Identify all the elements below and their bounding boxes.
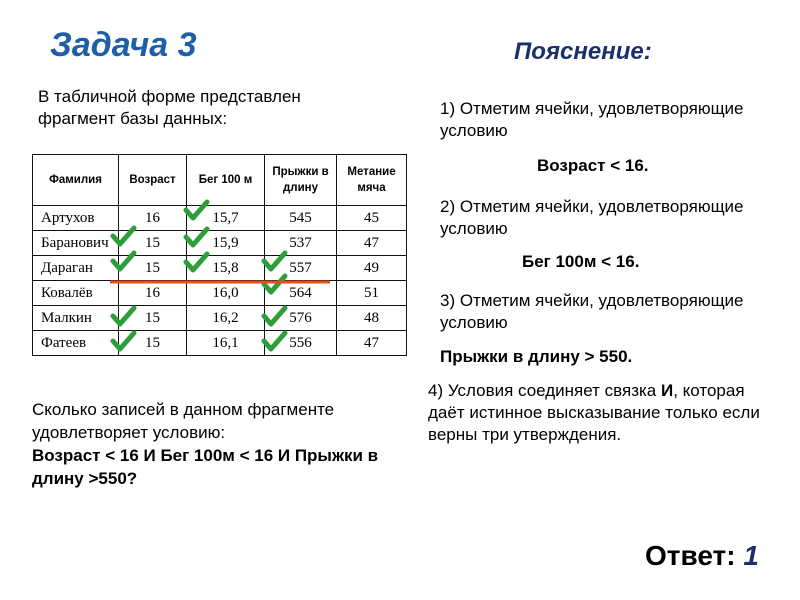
header-surname: Фамилия [33, 155, 119, 206]
cell-age: 15 [119, 231, 187, 256]
slide-title: Задача 3 [50, 26, 197, 64]
header-age: Возраст [119, 155, 187, 206]
step-3-condition: Прыжки в длину > 550. [440, 347, 633, 366]
answer-label: Ответ: [645, 540, 736, 571]
cell-throw: 48 [337, 306, 407, 331]
cell-surname: Ковалёв [33, 281, 119, 306]
cell-jump: 556 [265, 331, 337, 356]
cell-age: 15 [119, 256, 187, 281]
step-1-text: 1) Отметим ячейки, удовлетворяющие условию [440, 99, 744, 140]
step-3-text: 3) Отметим ячейки, удовлетворяющие условию [440, 291, 744, 332]
cell-throw: 49 [337, 256, 407, 281]
intro-text: В табличной форме представлен фрагмент базы данных: [38, 87, 301, 128]
step-2-condition: Бег 100м < 16. [522, 252, 640, 271]
cell-age: 16 [119, 206, 187, 231]
cell-run: 15,9 [187, 231, 265, 256]
cell-surname: Дараган [33, 256, 119, 281]
answer-value: 1 [743, 540, 759, 571]
cell-age: 15 [119, 331, 187, 356]
step-1-condition: Возраст < 16. [537, 156, 649, 175]
cell-run: 15,8 [187, 256, 265, 281]
step-4 [428, 380, 773, 446]
cell-jump: 545 [265, 206, 337, 231]
step-4-conjunction: И [661, 381, 674, 400]
step-2 [440, 196, 770, 271]
table-row [33, 231, 407, 256]
cell-run: 15,7 [187, 206, 265, 231]
cell-jump: 564 [265, 281, 337, 306]
cell-surname: Артухов [33, 206, 119, 231]
table-row [33, 256, 407, 281]
table-header-row [33, 155, 407, 206]
cell-jump: 557 [265, 256, 337, 281]
table-row [33, 331, 407, 356]
cell-throw: 51 [337, 281, 407, 306]
step-1 [440, 98, 770, 175]
table-row [33, 206, 407, 231]
cell-surname: Малкин [33, 306, 119, 331]
cell-surname: Баранович [33, 231, 119, 256]
header-run: Бег 100 м [187, 155, 265, 206]
step-3 [440, 290, 770, 366]
question-condition: Возраст < 16 И Бег 100м < 16 И Прыжки в длину >550? [32, 446, 379, 488]
cell-run: 16,1 [187, 331, 265, 356]
step-4-text-start: 4) Условия соединяет связка [428, 381, 661, 400]
cell-jump: 537 [265, 231, 337, 256]
cell-throw: 47 [337, 331, 407, 356]
cell-throw: 45 [337, 206, 407, 231]
step-4-text-end: , которая даёт истинное высказывание только если верны три утверждения. [428, 381, 760, 444]
cell-age: 15 [119, 306, 187, 331]
cell-run: 16,0 [187, 281, 265, 306]
table-row [33, 281, 407, 306]
database-table [32, 154, 406, 356]
question-text: Сколько записей в данном фрагменте удовлетворяет условию: [32, 400, 335, 442]
table-row [33, 306, 407, 331]
cell-jump: 576 [265, 306, 337, 331]
step-2-text: 2) Отметим ячейки, удовлетворяющие условию [440, 197, 744, 238]
cell-surname: Фатеев [33, 331, 119, 356]
cell-throw: 47 [337, 231, 407, 256]
question-block [32, 398, 412, 490]
header-jump: Прыжки в длину [265, 155, 337, 206]
answer [645, 540, 759, 572]
explanation-heading: Пояснение: [514, 38, 652, 65]
cell-age: 16 [119, 281, 187, 306]
header-throw: Метание мяча [337, 155, 407, 206]
cell-run: 16,2 [187, 306, 265, 331]
